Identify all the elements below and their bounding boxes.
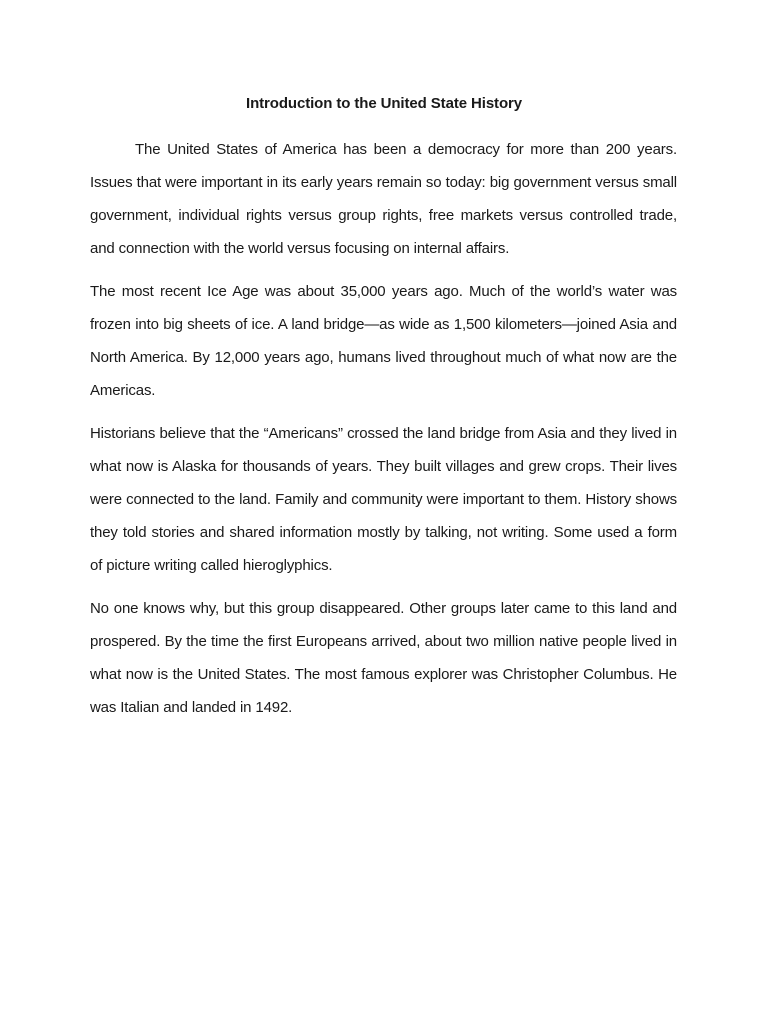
document-body xyxy=(90,133,677,734)
paragraph-ice-age: The most recent Ice Age was about 35,000 years ago. Much of the world’s water was frozen into big sheets of ice. A land bridge—as wide as 1,500 kilometers—joined Asia and North America. By 12,000 years ago, humans lived throughout much of what now are the Americas. xyxy=(90,283,677,399)
paragraph-historians: Historians believe that the “Americans” crossed the land bridge from Asia and they lived in what now is Alaska for thousands of years. They built villages and grew crops. Their lives were connected to the land. Family and community were important to them. History shows they told stories and shared information mostly by talking, not writing. Some used a form of picture writing called hieroglyphics. xyxy=(90,425,677,574)
paragraph-intro: The United States of America has been a democracy for more than 200 years. Issues that were important in its early years remain so today: big government versus small government, individual rights versus group rights, free markets versus controlled trade, and connection with the world versus focusing on internal affairs. xyxy=(90,141,677,257)
document-title: Introduction to the United State History xyxy=(246,95,522,112)
paragraph-explorers: No one knows why, but this group disappeared. Other groups later came to this land and prospered. By the time the first Europeans arrived, about two million native people lived in what now is the United States. The most famous explorer was Christopher Columbus. He was Italian and landed in 1492. xyxy=(90,600,677,716)
